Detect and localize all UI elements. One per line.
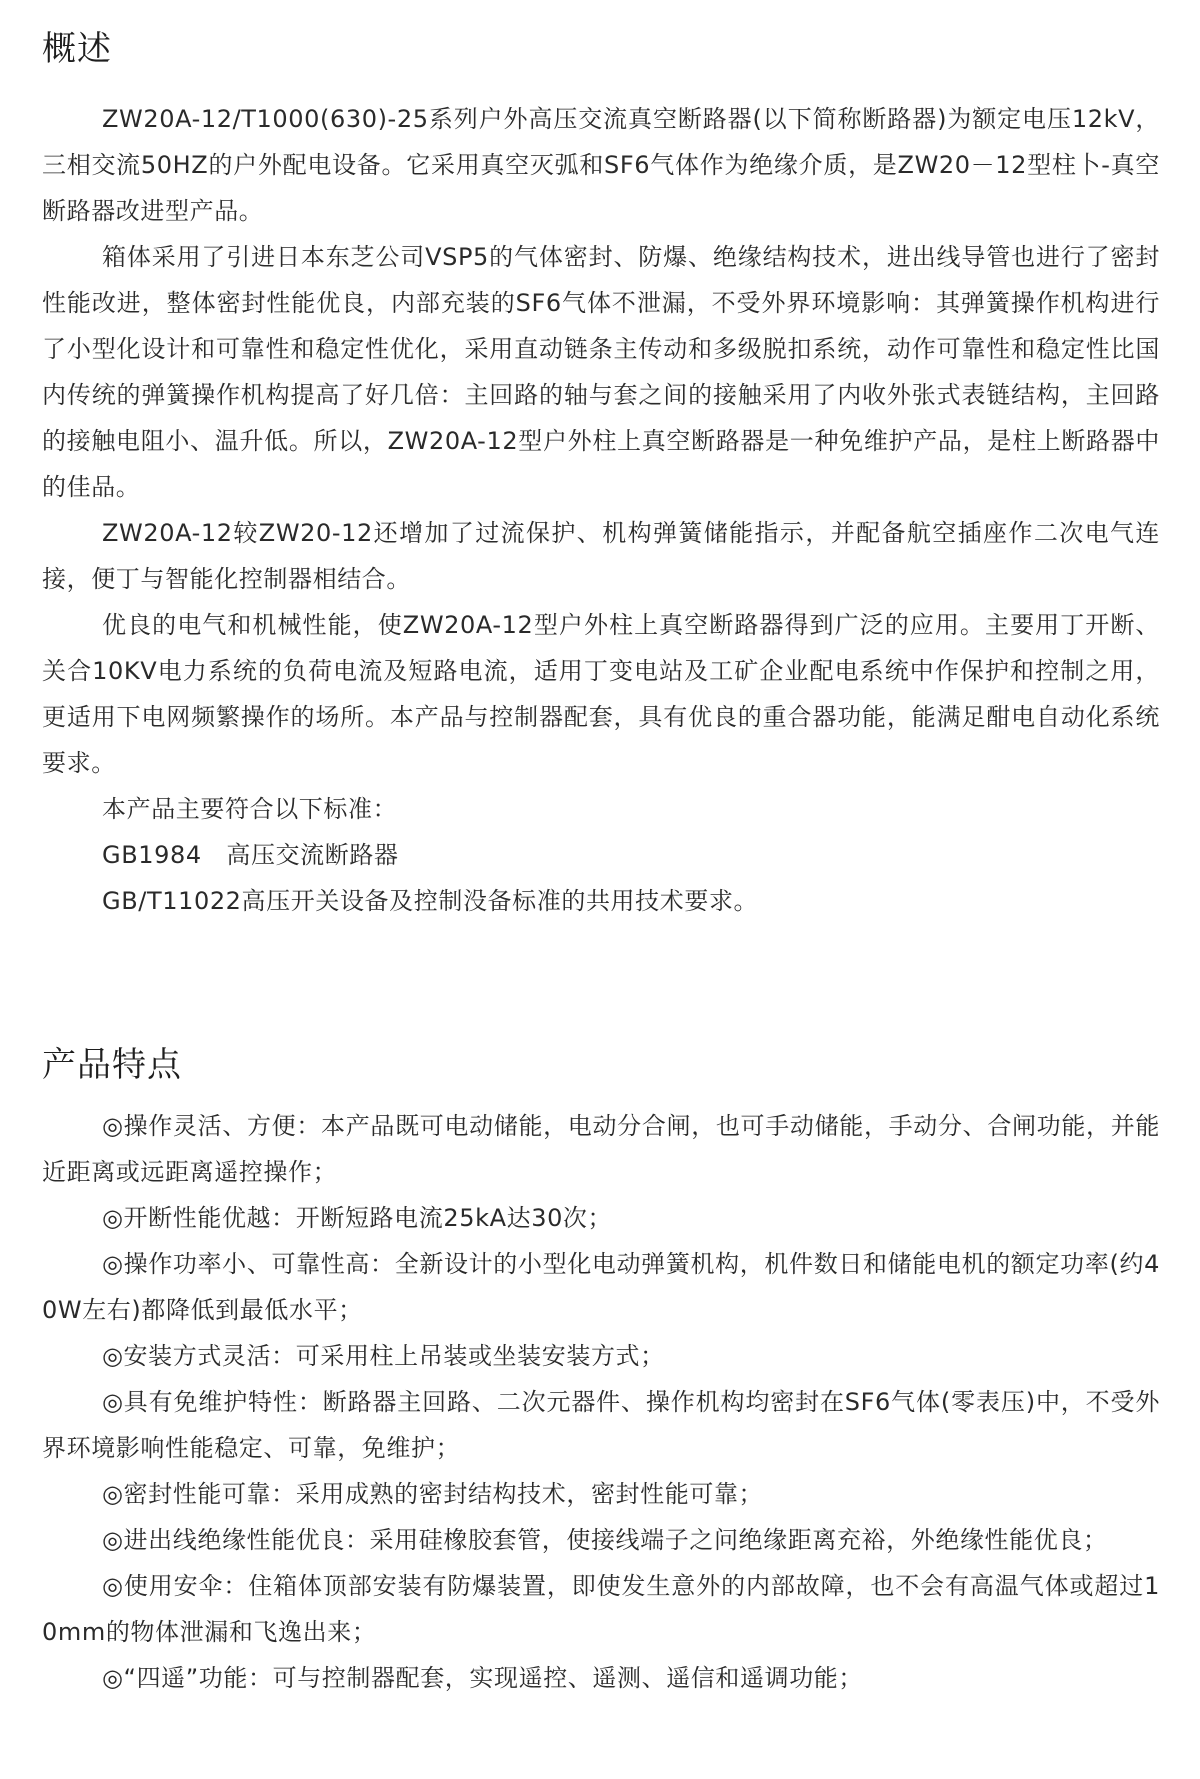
overview-body: [42, 96, 1160, 924]
standard-gb1984: GB1984 高压交流断路器: [102, 841, 399, 869]
feature-item: ◎进出线绝缘性能优良：采用硅橡胶套管，使接线端子之问绝缘距离充裕，外绝缘性能优良；: [102, 1526, 1108, 1554]
standard-gbt11022: GB/T11022高压开关设备及控制没备标准的共用技术要求。: [102, 887, 759, 915]
feature-item: ◎“四遥”功能：可与控制器配套，实现遥控、遥测、遥信和遥调功能；: [102, 1664, 864, 1692]
overview-paragraph-structure: 箱体采用了引进日本东芝公司VSP5的气体密封、防爆、绝缘结构技术，进出线导管也进行了密封性能改进，整体密封性能优良，内部充装的SF6气体不泄漏，不受外界环境影响：其弹簧操作机构进行了小型化设计和可靠性和稳定性优化，采用直动链条主传动和多级脱扣系统，动作可靠性和稳定性比国内传统的弹簧操作机构提高了好几倍：主回路的轴与套之间的接触采用了内收外张式表链结构，主回路的接触电阻小、温升低。所以，ZW20A-12型户外柱上真空断路器是一种免维护产品，是柱上断路器中的佳品。: [42, 243, 1160, 501]
feature-item: ◎操作灵活、方便：本产品既可电动储能，电动分合闸，也可手动储能，手动分、合闸功能，并能近距离或远距离遥控操作；: [42, 1112, 1160, 1186]
overview-paragraph-comparison: ZW20A-12较ZW20-12还增加了过流保护、机构弹簧储能指示，并配备航空插座作二次电气连接，便丁与智能化控制器相结合。: [42, 519, 1160, 593]
overview-paragraph-intro: ZW20A-12/T1000(630)-25系列户外高压交流真空断路器(以下简称断路器)为额定电压12kV，三相交流50HZ的户外配电设备。它采用真空灭弧和SF6气体作为绝缘介质，是ZW20－12型柱卜-真空断路器改进型产品。: [42, 105, 1160, 225]
features-heading: 产品特点: [42, 1045, 182, 1085]
features-list: [42, 1103, 1160, 1701]
overview-paragraph-application: 优良的电气和机械性能，使ZW20A-12型户外柱上真空断路器得到广泛的应用。主要用丁开断、关合10KV电力系统的负荷电流及短路电流，适用丁变电站及工矿企业配电系统中作保护和控制之用，更适用下电网频繁操作的场所。本产品与控制器配套，具有优良的重合器功能，能满足酣电自动化系统要求。: [42, 611, 1160, 777]
feature-item: ◎安装方式灵活：可采用柱上吊装或坐装安装方式；: [102, 1342, 665, 1370]
feature-item: ◎密封性能可靠：采用成熟的密封结构技术，密封性能可靠；: [102, 1480, 764, 1508]
standards-intro: 本产品主要符合以下标准：: [102, 795, 398, 823]
overview-heading: 概述: [42, 29, 112, 69]
feature-item: ◎开断性能优越：开断短路电流25kA达30次；: [102, 1204, 613, 1232]
feature-item: ◎操作功率小、可靠性高：全新设计的小型化电动弹簧机构，机件数日和储能电机的额定功率(约40W左右)都降低到最低水平；: [42, 1250, 1160, 1324]
feature-item: ◎使用安伞：住箱体顶部安装有防爆装置，即使发生意外的内部故障，也不会有高温气体或超过10mm的物体泄漏和飞逸出来；: [42, 1572, 1160, 1646]
feature-item: ◎具有免维护特性：断路器主回路、二次元器件、操作机构均密封在SF6气体(零表压)中，不受外界环境影响性能稳定、可靠，免维护；: [42, 1388, 1160, 1462]
